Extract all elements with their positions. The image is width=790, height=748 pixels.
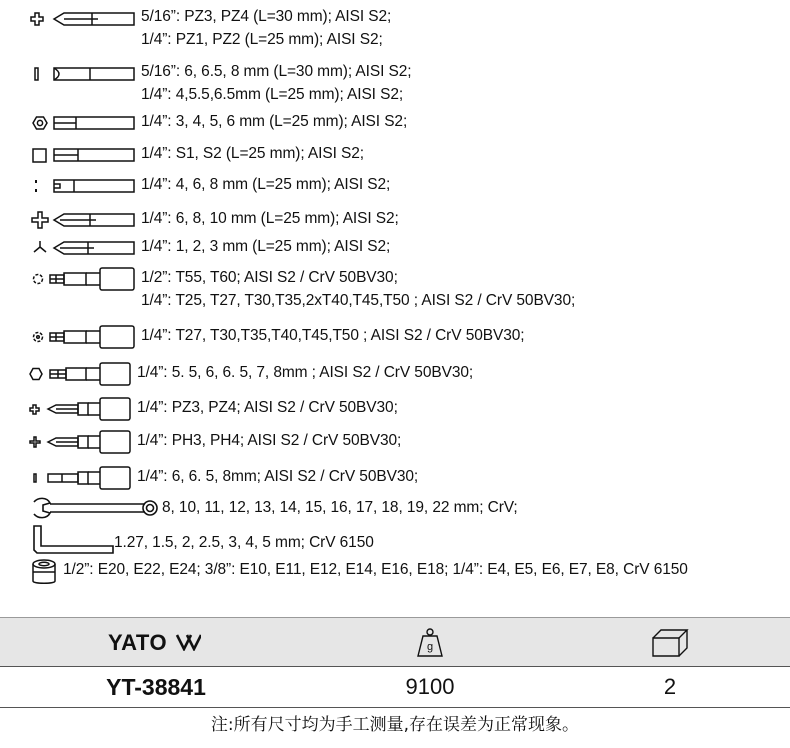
spec-row <box>0 561 790 585</box>
spec-row <box>0 468 790 490</box>
combination-wrench-icon <box>30 495 160 521</box>
spec-row <box>0 8 790 54</box>
spec-text-line1: 1.27, 1.5, 2, 2.5, 3, 4, 5 mm; CrV 6150 <box>114 534 374 551</box>
spec-text-line1: 1/2”: T55, T60; AISI S2 / CrV 50BV30; <box>141 269 398 286</box>
spec-text-line1: 1/4”: 5. 5, 6, 6. 5, 7, 8mm ; AISI S2 / CrV 50BV30; <box>137 364 474 381</box>
spanner-bit-icon <box>30 176 134 196</box>
spec-text-line1: 1/4”: S1, S2 (L=25 mm); AISI S2; <box>141 145 364 162</box>
torx-bit-socket-icon <box>30 267 134 291</box>
pozidriv-bit-socket-icon <box>28 397 132 421</box>
brand-logo-mark-icon <box>175 633 201 651</box>
spec-text-line1: 1/4”: 1, 2, 3 mm (L=25 mm); AISI S2; <box>141 238 391 255</box>
spec-row <box>0 499 790 521</box>
spec-row <box>0 63 790 109</box>
brand-logo <box>108 629 201 657</box>
package-box-icon <box>651 628 689 658</box>
spec-row <box>0 327 790 349</box>
brand-name: YATO <box>108 630 168 655</box>
slotted-bit-icon <box>30 64 134 84</box>
table-header <box>0 617 790 667</box>
spec-row <box>0 432 790 454</box>
weight-value: 9100 <box>405 674 455 699</box>
spec-row <box>0 176 790 198</box>
spec-text-line2: 1/4”: T25, T27, T30,T35,2xT40,T45,T50 ; AISI S2 / CrV 50BV30; <box>141 292 576 309</box>
slotted-bit-socket-icon <box>28 466 132 490</box>
spec-row <box>0 364 790 386</box>
spec-text-line1: 1/2”: E20, E22, E24; 3/8”: E10, E11, E12, E14, E16, E18; 1/4”: E4, E5, E6, E7, E8, CrV 6150 <box>63 561 688 578</box>
spec-text-line2: 1/4”: 4,5.5,6.5mm (L=25 mm); AISI S2; <box>141 86 404 103</box>
spec-row <box>0 145 790 167</box>
phillips-bit-socket-icon <box>28 430 132 454</box>
hex-bit-socket-icon <box>28 362 132 386</box>
hex-bit-icon <box>30 113 134 133</box>
spec-text-line1: 1/4”: 4, 6, 8 mm (L=25 mm); AISI S2; <box>141 176 391 193</box>
tamper-torx-bit-socket-icon <box>30 325 134 349</box>
spec-row <box>0 399 790 421</box>
spec-row <box>0 210 790 232</box>
spec-text-line1: 1/4”: 3, 4, 5, 6 mm (L=25 mm); AISI S2; <box>141 113 408 130</box>
pozidriv-bit-icon <box>30 9 134 29</box>
table-row <box>0 667 790 707</box>
torq-set-bit-icon <box>30 210 134 230</box>
spec-text-line1: 5/16”: 6, 6.5, 8 mm (L=30 mm); AISI S2; <box>141 63 412 80</box>
footnote: 注:所有尺寸均为手工测量,存在误差为正常现象。 <box>210 715 580 735</box>
spec-text-line2: 1/4”: PZ1, PZ2 (L=25 mm); AISI S2; <box>141 31 383 48</box>
hex-key-icon <box>32 524 116 556</box>
weight-header <box>414 627 446 659</box>
spec-text-line1: 1/4”: PZ3, PZ4; AISI S2 / CrV 50BV30; <box>137 399 398 416</box>
tri-wing-bit-icon <box>30 238 134 258</box>
package-quantity: 2 <box>663 674 677 699</box>
spec-row <box>0 269 790 315</box>
spec-text-line1: 1/4”: 6, 6. 5, 8mm; AISI S2 / CrV 50BV30; <box>137 468 419 485</box>
spec-row <box>0 238 790 260</box>
square-bit-icon <box>30 145 134 165</box>
e-torx-socket-icon <box>30 558 60 588</box>
spec-text-line1: 5/16”: PZ3, PZ4 (L=30 mm); AISI S2; <box>141 8 392 25</box>
spec-row <box>0 534 790 556</box>
spec-text-line1: 1/4”: T27, T30,T35,T40,T45,T50 ; AISI S2 / CrV 50BV30; <box>141 327 525 344</box>
spec-text-line1: 1/4”: 6, 8, 10 mm (L=25 mm); AISI S2; <box>141 210 399 227</box>
spec-table <box>0 617 790 709</box>
spec-text-line1: 1/4”: PH3, PH4; AISI S2 / CrV 50BV30; <box>137 432 402 449</box>
spec-text-line1: 8, 10, 11, 12, 13, 14, 15, 16, 17, 18, 19, 22 mm; CrV; <box>162 499 518 516</box>
spec-row <box>0 113 790 135</box>
weight-icon-label: g <box>426 641 434 653</box>
model-number: YT-38841 <box>106 674 206 700</box>
